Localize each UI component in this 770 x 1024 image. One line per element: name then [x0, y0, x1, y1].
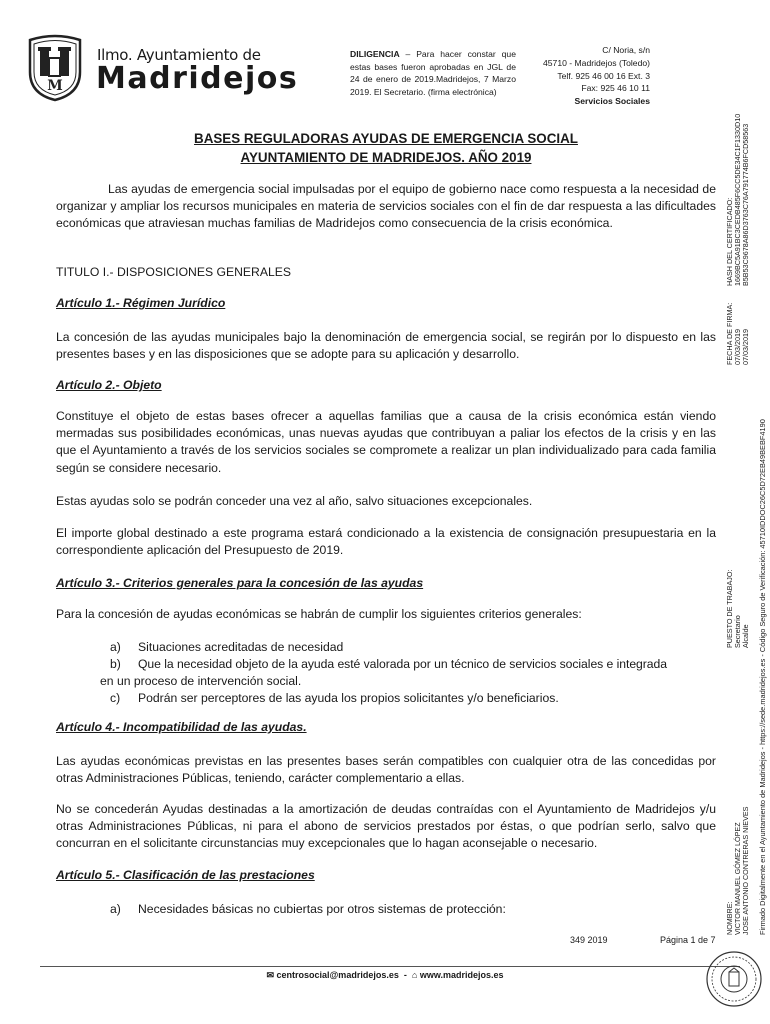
fecha-value-1: 07/03/2019: [733, 329, 743, 365]
page-number: Página 1 de 7: [660, 935, 716, 945]
list-item-marker: a): [110, 902, 121, 916]
list-item: Que la necesidad objeto de la ayuda esté valorada por un técnico de servicios sociales e integrada: [138, 657, 667, 671]
list-item-marker: b): [110, 657, 121, 671]
signature-nombre-block: [726, 807, 751, 935]
diligencia-text: – Para hacer constar que estas bases fueron aprobadas en JGL de 24 de enero de 2019.Madridejos, 7 Marzo 2019. El Secretario. (firma electrónica): [350, 49, 516, 97]
list-item-marker: c): [110, 691, 121, 705]
article-2-paragraph-2: Estas ayudas solo se podrán conceder una vez al año, salvo situaciones excepcionales.: [56, 494, 533, 508]
hash-value-2: B5B53C9678A86D3763C76A791774B6FCD58563: [741, 123, 751, 286]
svg-text:M: M: [47, 78, 63, 94]
signature-hash-block: [726, 114, 751, 286]
contact-block: [490, 44, 650, 108]
list-item: Situaciones acreditadas de necesidad: [138, 640, 344, 654]
contact-line-1: C/ Noria, s/n: [602, 45, 650, 55]
list-item: Podrán ser perceptores de las ayuda los propios solicitantes y/o beneficiarios.: [138, 691, 559, 705]
article-2-paragraph-3: El importe global destinado a este programa estará condicionado a la existencia de consignación presupuestaria en la correspondiente aplicación del Presupuesto de 2019.: [56, 526, 716, 558]
signature-puesto-block: [726, 570, 751, 648]
nombre-value-2: JOSE ANTONIO CONTRERAS NIEVES: [741, 806, 751, 935]
titulo-heading: TITULO I.- DISPOSICIONES GENERALES: [56, 265, 291, 279]
article-2-heading: Artículo 2.- Objeto: [56, 378, 162, 392]
envelope-icon: ✉: [266, 970, 274, 980]
list-item-continuation: en un proceso de intervención social.: [100, 674, 302, 688]
official-seal-icon: [705, 950, 763, 1008]
contact-line-2: 45710 - Madridejos (Toledo): [542, 57, 650, 68]
puesto-value-1: Secretario: [733, 615, 743, 648]
signature-fecha-block: [726, 303, 751, 365]
article-3-paragraph: Para la concesión de ayudas económicas se habrán de cumplir los siguientes criterios generales:: [56, 607, 582, 621]
hash-label: HASH DEL CERTIFICADO:: [725, 197, 734, 286]
puesto-label: PUESTO DE TRABAJO:: [725, 569, 734, 648]
intro-paragraph: Las ayudas de emergencia social impulsadas por el equipo de gobierno nace como respuesta a la necesidad de organizar y ampliar los recursos municipales en materia de servicios sociales con el fin de dar respuesta a las dificultades económicas que atraviesan muchas familias de Madridejos como consecuencia de la crisis económica.: [56, 182, 716, 231]
nombre-value-1: VICTOR MANUEL GÓMEZ LÓPEZ: [733, 822, 743, 935]
article-4-heading: Artículo 4.- Incompatibilidad de las ayudas.: [56, 720, 307, 734]
nombre-label: NOMBRE:: [725, 901, 734, 935]
article-1-heading: Artículo 1.- Régimen Jurídico: [56, 296, 226, 310]
fecha-label: FECHA DE FIRMA:: [725, 302, 734, 365]
brand-line-2: Madridejos: [96, 61, 299, 96]
coat-of-arms-icon: [24, 32, 86, 102]
hash-value-1: 1669BC5A91BC3CEDB485F6CC5DE34C1F1330D10: [733, 113, 743, 286]
digital-signature-line: Firmado Digitalmente en el Ayuntamiento de Madridejos - https://sede.madridejos.es - Código Seguro de Verificación: 45710IDDOC26C5D72EB49BEBF4190: [758, 419, 767, 935]
list-item-marker: a): [110, 640, 121, 654]
diligencia-label: DILIGENCIA: [350, 49, 400, 59]
footer-web[interactable]: www.madridejos.es: [419, 970, 504, 980]
list-item: Necesidades básicas no cubiertas por otros sistemas de protección:: [138, 902, 506, 916]
article-4-paragraph-1: Las ayudas económicas previstas en las presentes bases serán compatibles con cualquier otra de las concedidas por otras Administraciones Públicas, teniendo, carácter complementario a ellas.: [56, 754, 716, 786]
article-1-paragraph: La concesión de las ayudas municipales bajo la denominación de emergencia social, se regirán por lo dispuesto en las presentes bases y en las disposiciones que se adopte para su aplicación y desarrollo.: [56, 330, 716, 362]
document-reference: 349 2019: [570, 935, 608, 945]
puesto-value-2: Alcalde: [741, 624, 751, 648]
footer-divider: [40, 966, 740, 967]
home-icon: ⌂: [411, 970, 418, 980]
article-5-heading: Artículo 5.- Clasificación de las prestaciones: [56, 868, 315, 882]
article-4-paragraph-2: No se concederán Ayudas destinadas a la amortización de deudas contraídas con el Ayuntamiento de Madridejos y/u otras Administraciones Públicas, ni para el abono de servicios prestados por éstas, o que podrían serlo, salvo que concurran en el solicitante circunstancias muy excepcionales que lo hagan aconsejable o necesario.: [56, 802, 716, 851]
brand-line-1: Ilmo. Ayuntamiento de: [97, 46, 261, 64]
article-2-paragraph-1: Constituye el objeto de estas bases ofrecer a aquellas familias que a causa de la crisis económica están viendo mermadas sus posibilidades económicas, unas nuevas ayudas que contribuyan a paliar los efectos de la crisis y en las que el Ayuntamiento a través de los servicios sociales se compromete a realizar un plan individualizado para cada familia según se considere necesario.: [56, 409, 716, 475]
contact-line-3: Telf. 925 46 00 16 Ext. 3: [557, 70, 650, 81]
footer-separator: -: [403, 970, 407, 980]
footer-contact: [0, 970, 770, 981]
footer-email[interactable]: centrosocial@madridejos.es: [276, 970, 399, 980]
contact-line-4: Fax: 925 46 10 11: [581, 83, 650, 94]
contact-line-5: Servicios Sociales: [574, 96, 650, 107]
document-title-line-1: BASES REGULADORAS AYUDAS DE EMERGENCIA SOCIAL: [194, 131, 578, 146]
article-3-heading: Artículo 3.- Criterios generales para la concesión de las ayudas: [56, 576, 424, 590]
fecha-value-2: 07/03/2019: [741, 329, 751, 365]
document-title-line-2: AYUNTAMIENTO DE MADRIDEJOS. AÑO 2019: [240, 150, 532, 165]
